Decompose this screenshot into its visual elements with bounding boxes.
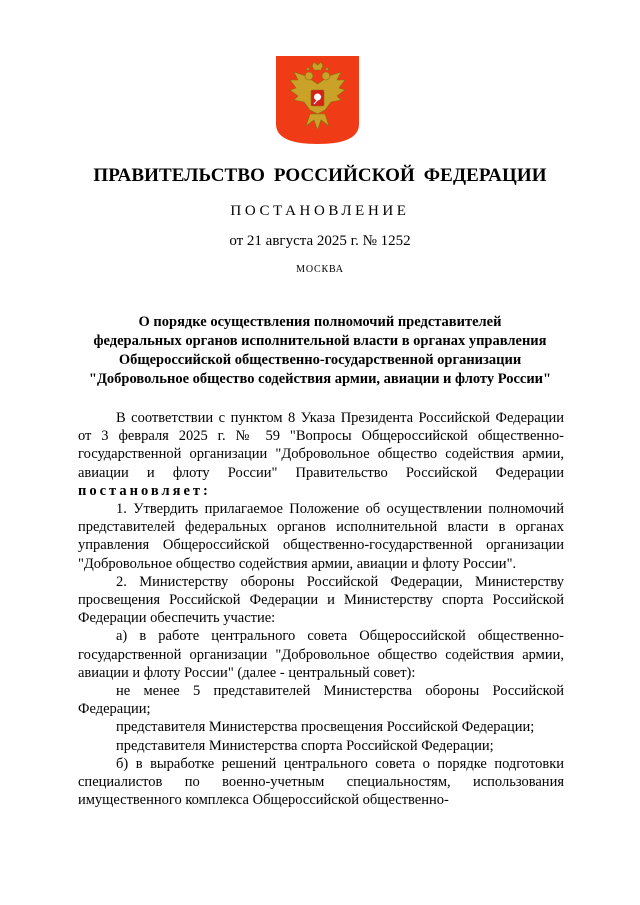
subject-line: О порядке осуществления полномочий представителей	[138, 314, 502, 330]
subject-line: федеральных органов исполнительной власти в органах управления	[93, 333, 547, 349]
document-body	[78, 409, 564, 809]
subject-line: "Добровольное общество содействия армии, авиации и флоту России"	[88, 371, 552, 387]
body-paragraph: б) в выработке решений центрального совета о порядке подготовки специалистов по военно-учетным специальностям, использования имущественного комплекса Общероссийской общественно-	[78, 755, 564, 809]
body-paragraph: а) в работе центрального совета Общероссийской общественно-государственной организации "Добровольное общество содействия армии, авиации и флоту России" (далее - центральный совет):	[78, 628, 564, 681]
body-paragraph: 2. Министерству обороны Российской Федерации, Министерству просвещения Российской Федерации и Министерству спорта Российской Федерации обеспечить участие:	[78, 573, 564, 627]
subject-line: Общероссийской общественно-государственной организации	[118, 352, 522, 368]
body-paragraph: представителя Министерства просвещения Российской Федерации;	[116, 719, 535, 736]
body-paragraph: 1. Утвердить прилагаемое Положение об осуществлении полномочий представителей федеральных органов исполнительной власти в органах управления Общероссийской общественно-государственной организации "Добровольное общество содействия армии, авиации и флоту России".	[78, 501, 564, 572]
russian-coat-of-arms-icon	[276, 56, 359, 144]
preamble-paragraph	[78, 409, 564, 500]
decree-word: постановляет:	[78, 482, 211, 499]
preamble-text: В соответствии с пунктом 8 Указа Президента Российской Федерации от 3 февраля 2025 г. № 59 "Вопросы Общероссийской общественно-государственной организации "Добровольное общество содействия армии, авиации и флоту России" Правительство Российской Федерации	[78, 410, 564, 481]
document-date-number: от 21 августа 2025 г. № 1252	[229, 233, 411, 249]
coat-of-arms	[276, 56, 359, 144]
document-subject	[70, 313, 570, 389]
document-city: МОСКВА	[296, 264, 344, 275]
document-type: ПОСТАНОВЛЕНИЕ	[230, 203, 410, 219]
government-title: ПРАВИТЕЛЬСТВО РОССИЙСКОЙ ФЕДЕРАЦИИ	[93, 165, 547, 186]
body-paragraph: не менее 5 представителей Министерства обороны Российской Федерации;	[78, 683, 564, 718]
body-paragraph: представителя Министерства спорта Российской Федерации;	[116, 737, 494, 754]
